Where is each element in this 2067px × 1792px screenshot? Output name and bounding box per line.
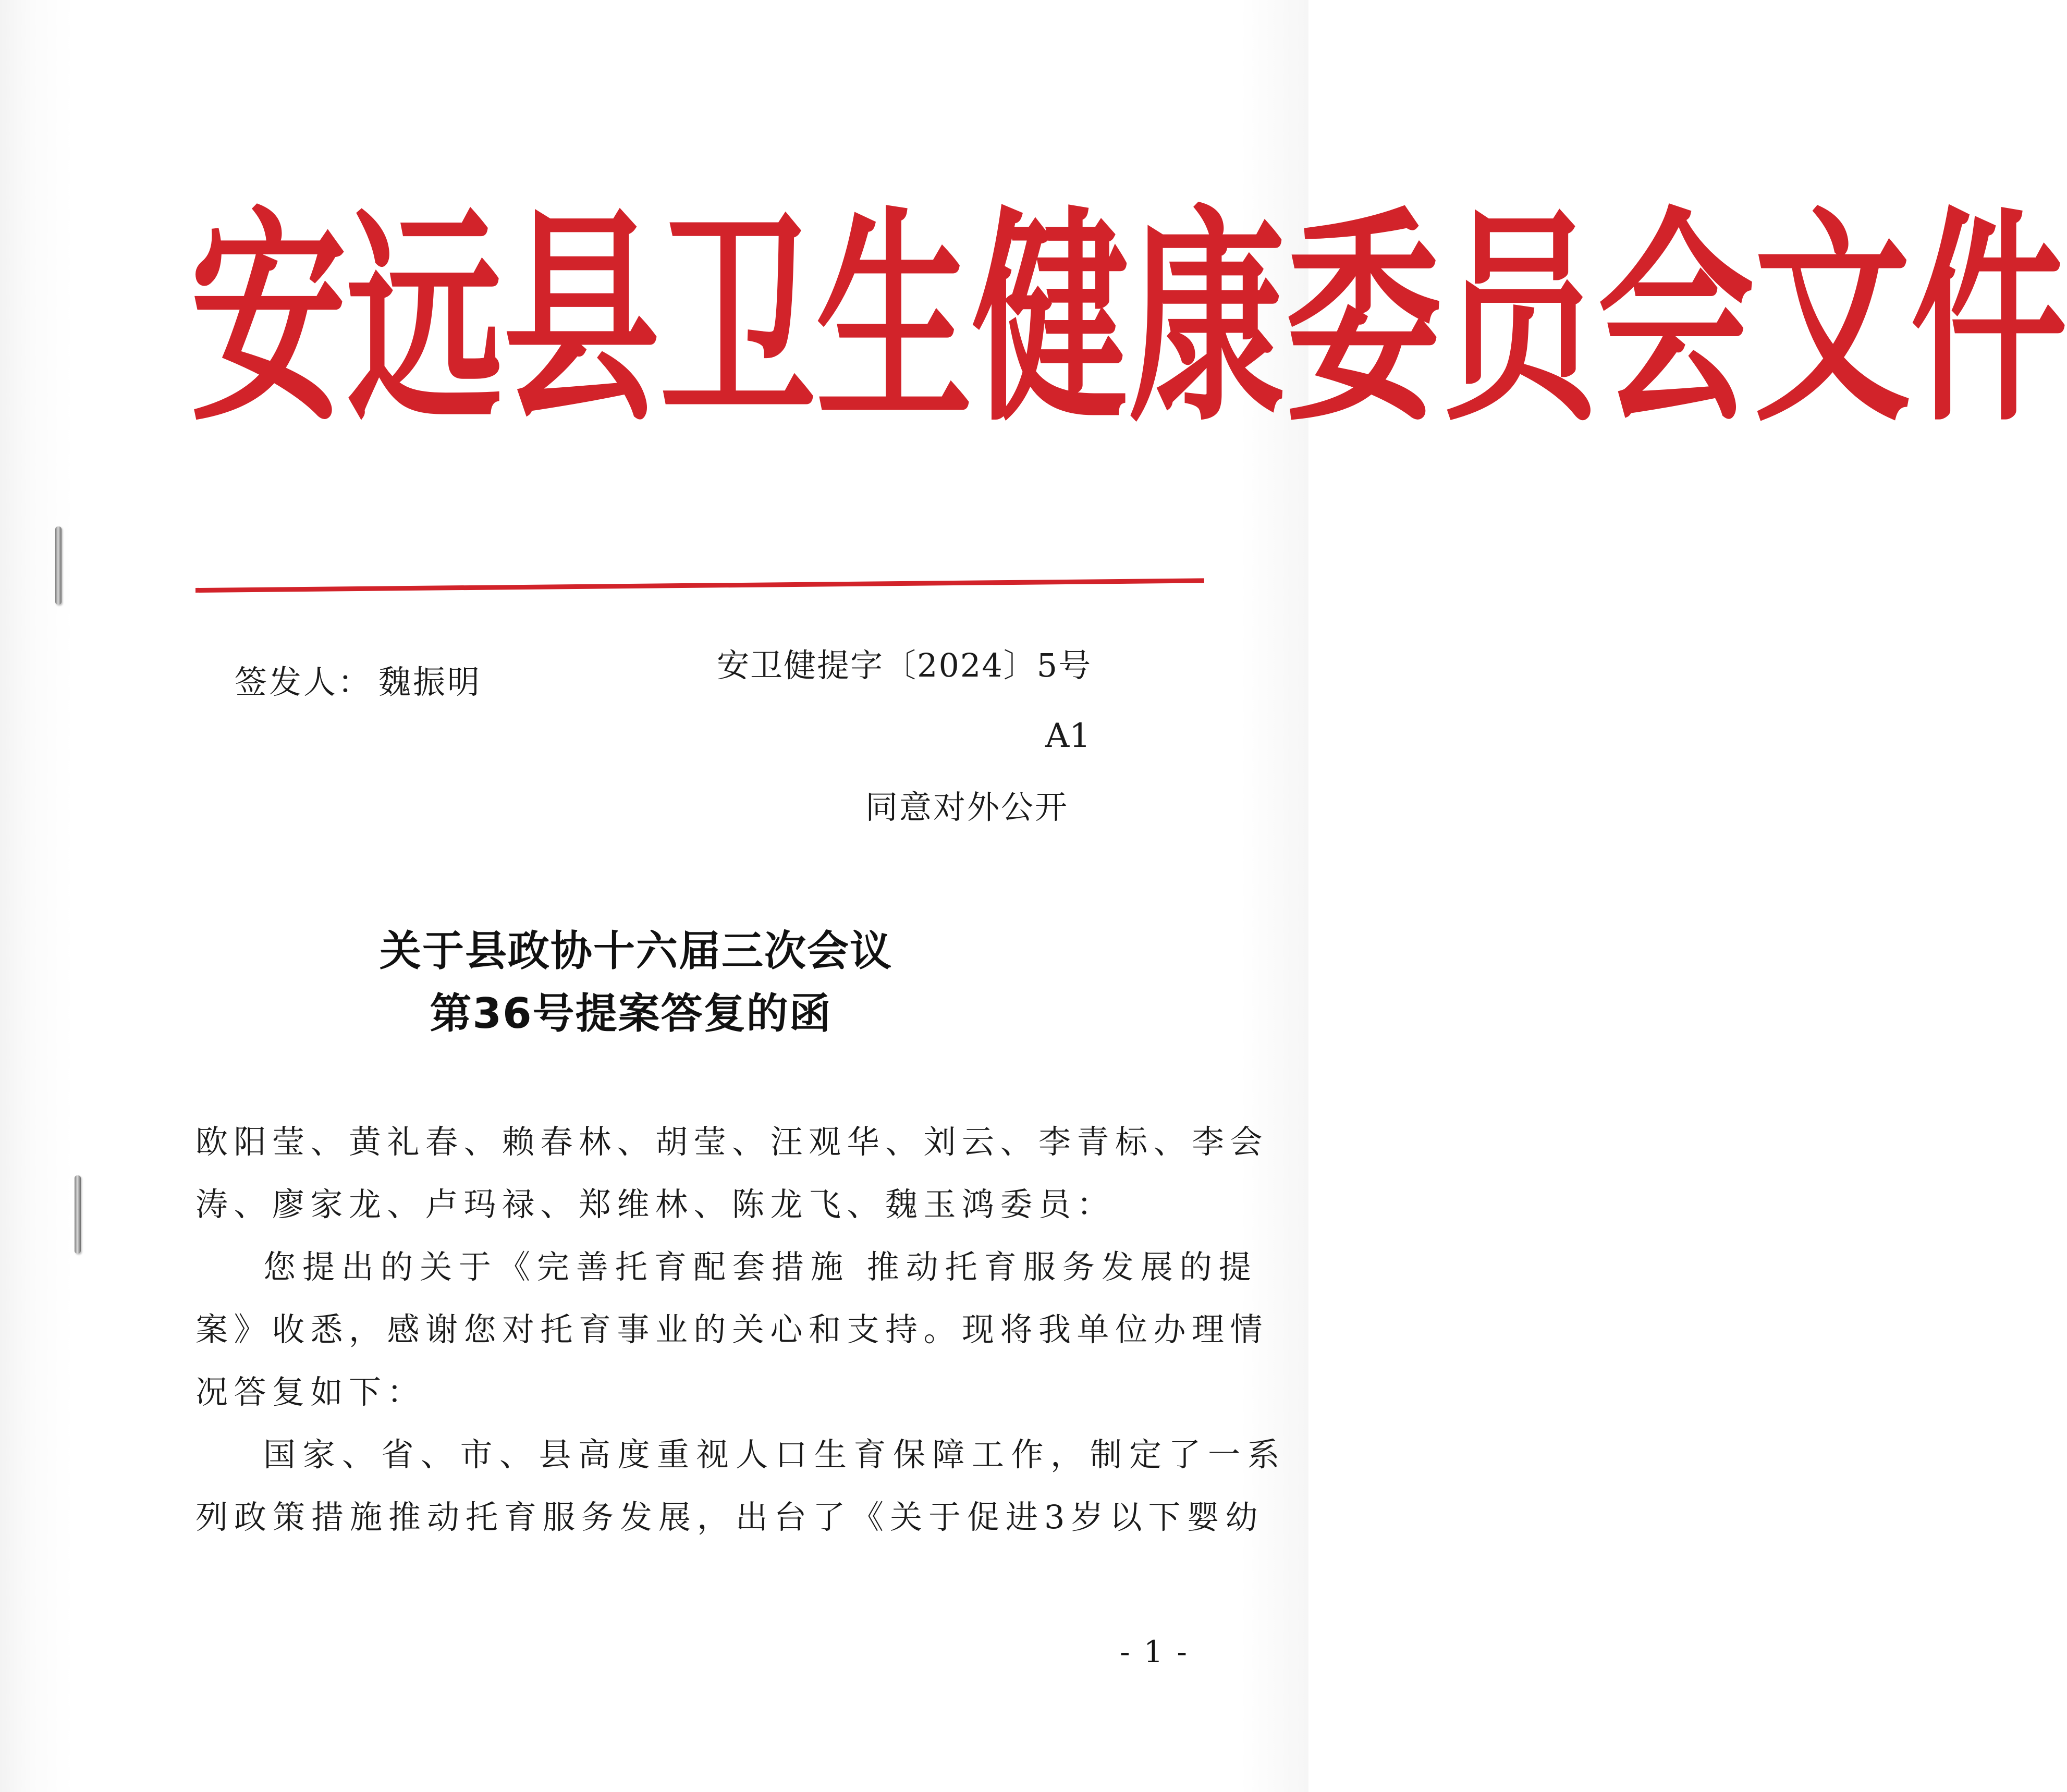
document-title-line-2: 第36号提案答复的函 — [430, 989, 832, 1038]
body-text-line: 国家、省、市、县高度重视人口生育保障工作，制定了一系 — [263, 1435, 1287, 1474]
masthead-character: 委 — [1285, 188, 1441, 452]
disclosure-status: 同意对外公开 — [865, 788, 1069, 826]
document-number: 安卫健提字〔2024〕5号 — [717, 646, 1092, 684]
masthead-character: 卫 — [659, 188, 816, 452]
masthead-character: 件 — [1911, 188, 2067, 452]
document-title-line-1: 关于县政协十六届三次会议 — [380, 927, 892, 975]
body-text-line: 列政策措施推动托育服务发展，出台了《关于促进3岁以下婴幼 — [195, 1498, 1264, 1536]
document-masthead — [190, 188, 2067, 452]
staple — [75, 1175, 81, 1254]
masthead-character: 生 — [816, 188, 972, 452]
masthead-character: 远 — [347, 188, 503, 452]
masthead-character: 康 — [1129, 188, 1285, 452]
signer-name: 魏振明 — [378, 663, 482, 701]
body-text-line: 况答复如下： — [195, 1373, 426, 1411]
signer-label: 签发人： — [235, 663, 373, 701]
body-text-line: 涛、廖家龙、卢玛禄、郑维林、陈龙飞、魏玉鸿委员： — [195, 1185, 1116, 1223]
staple — [55, 526, 62, 605]
masthead-character: 县 — [503, 188, 659, 452]
page-number: - 1 - — [1120, 1634, 1189, 1670]
red-divider-line — [195, 578, 1204, 593]
body-text-line: 您提出的关于《完善托育配套措施 推动托育服务发展的提 — [263, 1248, 1258, 1286]
masthead-character: 文 — [1754, 188, 1911, 452]
signer-line — [235, 663, 482, 701]
body-text-line: 案》收悉，感谢您对托育事业的关心和支持。现将我单位办理情 — [195, 1310, 1269, 1348]
body-text-line: 欧阳莹、黄礼春、赖春林、胡莹、汪观华、刘云、李青标、李会 — [195, 1123, 1269, 1161]
masthead-character: 安 — [190, 188, 347, 452]
masthead-character: 员 — [1441, 188, 1598, 452]
masthead-character: 健 — [972, 188, 1129, 452]
document-level: A1 — [1045, 717, 1091, 755]
masthead-character: 会 — [1598, 188, 1754, 452]
